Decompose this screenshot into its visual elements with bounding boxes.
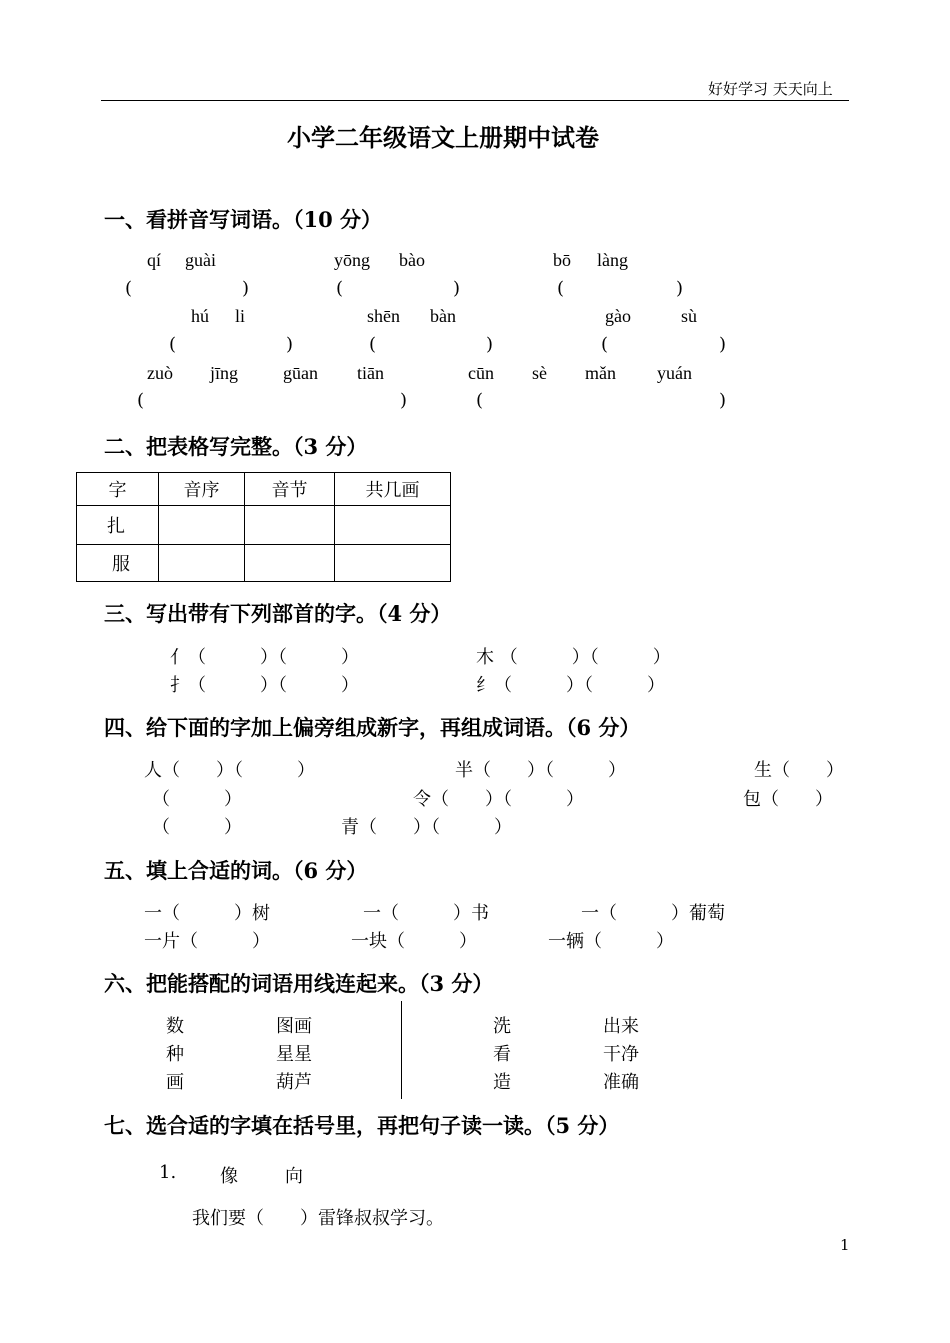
bracket: ( xyxy=(125,278,133,299)
measure-word-item: 一块（ ） xyxy=(351,931,477,952)
question-number: 1. xyxy=(159,1162,177,1183)
pinyin: hú xyxy=(191,306,209,326)
pinyin: yuán xyxy=(657,363,692,383)
bracket: ( xyxy=(601,334,609,355)
section-4-heading: 四、给下面的字加上偏旁组成新字，再组成词语。（6 分） xyxy=(104,715,641,740)
pinyin: tiān xyxy=(357,363,384,383)
bracket: ( xyxy=(137,390,145,411)
bracket: ( xyxy=(169,334,177,355)
match-word: 看 xyxy=(493,1044,511,1065)
char-item: 令（ ）（ ） xyxy=(413,789,584,810)
section-1-heading: 一、看拼音写词语。（10 分） xyxy=(104,207,383,232)
column-header: 共几画 xyxy=(335,473,451,506)
pinyin: cūn xyxy=(468,363,494,383)
fill-in-table xyxy=(76,472,451,582)
match-word: 造 xyxy=(493,1072,511,1093)
match-word: 种 xyxy=(166,1044,184,1065)
match-word: 画 xyxy=(166,1072,184,1093)
pinyin: jīng xyxy=(210,363,239,383)
bracket: ) xyxy=(400,390,408,411)
bracket: ( xyxy=(476,390,484,411)
pinyin: guài xyxy=(185,250,216,270)
pinyin: sù xyxy=(681,306,698,326)
section-3-heading: 三、写出带有下列部首的字。（4 分） xyxy=(104,601,452,626)
radical-item: 扌（ ）（ ） xyxy=(170,675,359,696)
pinyin: bō xyxy=(553,250,571,270)
char-item: （ ） xyxy=(152,817,242,838)
pinyin: zuò xyxy=(147,363,173,383)
option-char: 向 xyxy=(285,1166,303,1187)
match-word: 出来 xyxy=(603,1016,639,1037)
section-6-heading: 六、把能搭配的词语用线连起来。（3 分） xyxy=(104,971,494,996)
bracket: ( xyxy=(369,334,377,355)
match-word: 准确 xyxy=(603,1072,639,1093)
match-word: 图画 xyxy=(276,1016,312,1037)
pinyin: gūan xyxy=(283,363,318,383)
measure-word-item: 一（ ）葡萄 xyxy=(581,903,725,924)
table-row-label: 扎 xyxy=(77,506,159,545)
match-word: 星星 xyxy=(276,1044,312,1065)
measure-word-item: 一辆（ ） xyxy=(548,931,674,952)
column-header: 音序 xyxy=(159,473,245,506)
char-item: 青（ ）（ ） xyxy=(341,817,512,838)
char-item: （ ） xyxy=(152,789,242,810)
header-divider xyxy=(101,100,849,101)
blank-cell xyxy=(335,506,451,545)
pinyin: mǎn xyxy=(585,363,616,383)
radical-item: 亻（ ）（ ） xyxy=(170,647,359,668)
section-7-heading: 七、选合适的字填在括号里，再把句子读一读。（5 分） xyxy=(104,1113,620,1138)
bracket: ( xyxy=(336,278,344,299)
option-char: 像 xyxy=(220,1166,238,1187)
char-item: 包（ ） xyxy=(743,789,833,810)
bracket: ) xyxy=(719,390,727,411)
bracket: ) xyxy=(486,334,494,355)
char-item: 半（ ）（ ） xyxy=(455,760,626,781)
pinyin: li xyxy=(235,306,246,326)
page-header: 好好学习 天天向上 xyxy=(708,80,833,98)
pinyin: gào xyxy=(605,306,631,326)
pinyin: bào xyxy=(399,250,425,270)
bracket: ) xyxy=(286,334,294,355)
radical-item: 纟（ ）（ ） xyxy=(476,675,665,696)
match-word: 干净 xyxy=(603,1044,639,1065)
pinyin: qí xyxy=(147,250,162,270)
section-2-heading: 二、把表格写完整。（3 分） xyxy=(104,434,368,459)
bracket: ) xyxy=(242,278,250,299)
blank-cell xyxy=(159,545,245,582)
bracket: ) xyxy=(719,334,727,355)
table-row-label: 服 xyxy=(77,545,159,582)
char-item: 生（ ） xyxy=(754,760,844,781)
pinyin: shēn xyxy=(367,306,400,326)
pinyin: sè xyxy=(532,363,547,383)
bracket: ) xyxy=(453,278,461,299)
blank-cell xyxy=(245,545,335,582)
bracket: ( xyxy=(557,278,565,299)
column-divider xyxy=(401,1001,402,1099)
page-title: 小学二年级语文上册期中试卷 xyxy=(287,123,599,152)
page-number: 1 xyxy=(840,1236,850,1254)
measure-word-item: 一片（ ） xyxy=(144,931,270,952)
measure-word-item: 一（ ）树 xyxy=(144,903,270,924)
match-word: 洗 xyxy=(493,1016,511,1037)
bracket: ) xyxy=(676,278,684,299)
blank-cell xyxy=(245,506,335,545)
section-5-heading: 五、填上合适的词。（6 分） xyxy=(104,858,368,883)
column-header: 音节 xyxy=(245,473,335,506)
question-sentence: 我们要（ ）雷锋叔叔学习。 xyxy=(192,1208,444,1229)
match-word: 葫芦 xyxy=(276,1072,312,1093)
pinyin: yōng xyxy=(334,250,370,270)
blank-cell xyxy=(335,545,451,582)
radical-item: 木 （ ）（ ） xyxy=(476,647,671,668)
measure-word-item: 一（ ）书 xyxy=(363,903,489,924)
match-word: 数 xyxy=(166,1016,184,1037)
column-header: 字 xyxy=(77,473,159,506)
char-item: 人（ ）（ ） xyxy=(144,760,315,781)
pinyin: bàn xyxy=(430,306,456,326)
blank-cell xyxy=(159,506,245,545)
pinyin: làng xyxy=(597,250,628,270)
